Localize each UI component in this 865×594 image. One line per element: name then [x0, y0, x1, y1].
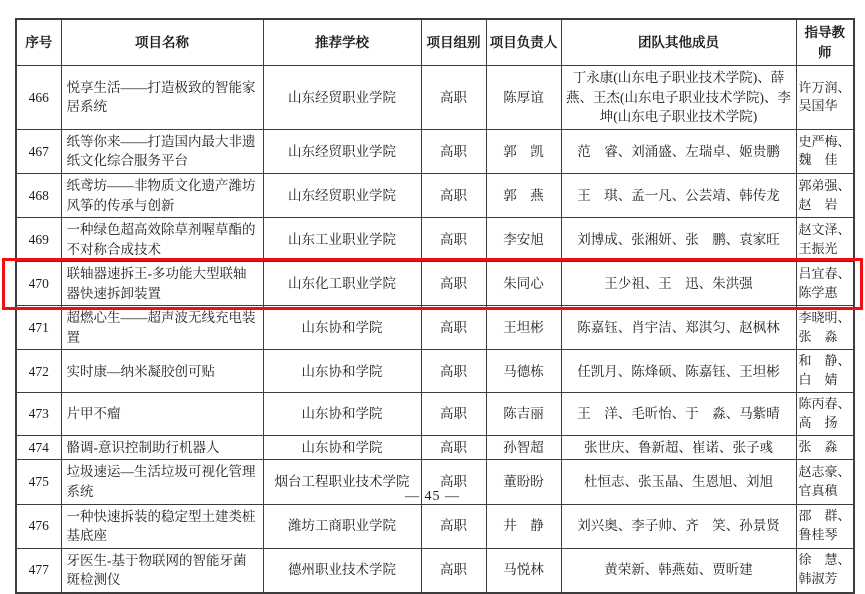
table-row-473 [16, 393, 854, 436]
table-row-467 [16, 129, 854, 173]
cell-members: 张世庆、鲁新超、崔诺、张子彧 [561, 435, 796, 460]
cell-advisors: 邵 群、鲁桂琴 [796, 504, 854, 548]
cell-members: 王 洋、毛昕怡、于 淼、马紫晴 [561, 393, 796, 436]
table-row-469 [16, 218, 854, 262]
cell-advisors: 郭弟强、赵 岩 [796, 173, 854, 217]
column-header-name: 项目名称 [61, 19, 263, 66]
cell-advisors: 陈丙春、高 扬 [796, 393, 854, 436]
column-header-school: 推荐学校 [263, 19, 421, 66]
cell-leader: 马悦林 [486, 548, 561, 593]
cell-school: 潍坊工商职业学院 [263, 504, 421, 548]
cell-name: 联轴器速拆王-多功能大型联轴器快速拆卸装置 [61, 262, 263, 306]
cell-school: 烟台工程职业技术学院 [263, 460, 421, 504]
cell-members: 任凯月、陈烽硕、陈嘉钰、王坦彬 [561, 350, 796, 393]
cell-members: 刘博成、张湘妍、张 鹏、袁家旺 [561, 218, 796, 262]
cell-school: 山东协和学院 [263, 350, 421, 393]
cell-no: 475 [16, 460, 61, 504]
cell-members: 王少祖、王 迅、朱洪强 [561, 262, 796, 306]
table-row-466 [16, 66, 854, 130]
cell-group: 高职 [421, 435, 486, 460]
cell-members: 刘兴奥、李子帅、齐 笑、孙景贤 [561, 504, 796, 548]
cell-group: 高职 [421, 66, 486, 130]
cell-group: 高职 [421, 504, 486, 548]
table-row-477 [16, 548, 854, 593]
cell-advisors: 徐 慧、韩淑芳 [796, 548, 854, 593]
cell-no: 466 [16, 66, 61, 130]
cell-no: 473 [16, 393, 61, 436]
column-header-members: 团队其他成员 [561, 19, 796, 66]
cell-advisors: 张 淼 [796, 435, 854, 460]
project-award-table [15, 18, 855, 594]
cell-advisors: 赵文泽、王振光 [796, 218, 854, 262]
cell-group: 高职 [421, 460, 486, 504]
cell-advisors: 和 静、白 婧 [796, 350, 854, 393]
cell-members: 黄荣新、韩燕茹、贾昕建 [561, 548, 796, 593]
table-row-471 [16, 306, 854, 350]
cell-no: 467 [16, 129, 61, 173]
cell-members: 杜恒志、张玉晶、生恩旭、刘旭 [561, 460, 796, 504]
cell-advisors: 许万润、吴国华 [796, 66, 854, 130]
cell-advisors: 吕宜春、陈学惠 [796, 262, 854, 306]
cell-group: 高职 [421, 393, 486, 436]
cell-no: 471 [16, 306, 61, 350]
cell-group: 高职 [421, 173, 486, 217]
column-header-no: 序号 [16, 19, 61, 66]
cell-school: 山东经贸职业学院 [263, 66, 421, 130]
cell-group: 高职 [421, 218, 486, 262]
cell-school: 山东经贸职业学院 [263, 129, 421, 173]
cell-name: 实时康—纳米凝胶创可贴 [61, 350, 263, 393]
cell-group: 高职 [421, 350, 486, 393]
cell-no: 469 [16, 218, 61, 262]
cell-advisors: 赵志豪、官真稹 [796, 460, 854, 504]
cell-leader: 马德栋 [486, 350, 561, 393]
cell-name: 悦享生活——打造极致的智能家居系统 [61, 66, 263, 130]
cell-leader: 陈吉丽 [486, 393, 561, 436]
cell-group: 高职 [421, 129, 486, 173]
cell-advisors: 史严梅、魏 佳 [796, 129, 854, 173]
cell-school: 山东经贸职业学院 [263, 173, 421, 217]
cell-leader: 郭 燕 [486, 173, 561, 217]
cell-school: 山东协和学院 [263, 393, 421, 436]
cell-leader: 井 静 [486, 504, 561, 548]
cell-no: 468 [16, 173, 61, 217]
table-row-476 [16, 504, 854, 548]
cell-leader: 王坦彬 [486, 306, 561, 350]
cell-school: 山东工业职业学院 [263, 218, 421, 262]
cell-group: 高职 [421, 306, 486, 350]
table-row-474 [16, 435, 854, 460]
cell-name: 骼调-意识控制助行机器人 [61, 435, 263, 460]
cell-leader: 孙智超 [486, 435, 561, 460]
cell-leader: 陈厚谊 [486, 66, 561, 130]
cell-group: 高职 [421, 262, 486, 306]
cell-name: 牙医生-基于物联网的智能牙菌斑检测仪 [61, 548, 263, 593]
table-row-468 [16, 173, 854, 217]
cell-no: 476 [16, 504, 61, 548]
cell-leader: 郭 凯 [486, 129, 561, 173]
column-header-group: 项目组别 [421, 19, 486, 66]
cell-members: 王 琪、孟一凡、公芸靖、韩传龙 [561, 173, 796, 217]
cell-name: 垃圾速运—生活垃圾可视化管理系统 [61, 460, 263, 504]
cell-members: 范 睿、刘涌盛、左瑞卓、姬贵鹏 [561, 129, 796, 173]
page-number: — 45 — [405, 489, 460, 504]
cell-no: 474 [16, 435, 61, 460]
cell-name: 纸鸢坊——非物质文化遗产潍坊风筝的传承与创新 [61, 173, 263, 217]
cell-members: 陈嘉钰、肖宇洁、郑淇匀、赵枫林 [561, 306, 796, 350]
cell-leader: 李安旭 [486, 218, 561, 262]
cell-school: 德州职业技术学院 [263, 548, 421, 593]
cell-no: 477 [16, 548, 61, 593]
cell-no: 472 [16, 350, 61, 393]
cell-advisors: 李晓明、张 淼 [796, 306, 854, 350]
cell-school: 山东化工职业学院 [263, 262, 421, 306]
cell-name: 片甲不瘤 [61, 393, 263, 436]
cell-name: 纸等你来——打造国内最大非遗纸文化综合服务平台 [61, 129, 263, 173]
cell-school: 山东协和学院 [263, 435, 421, 460]
cell-members: 丁永康(山东电子职业技术学院)、薛燕、王杰(山东电子职业技术学院)、李坤(山东电子职业技术学院) [561, 66, 796, 130]
column-header-advisors: 指导教师 [796, 19, 854, 66]
cell-group: 高职 [421, 548, 486, 593]
cell-name: 一种绿色超高效除草剂喔草酯的不对称合成技术 [61, 218, 263, 262]
table-header-row [16, 19, 854, 66]
cell-no: 470 [16, 262, 61, 306]
column-header-leader: 项目负责人 [486, 19, 561, 66]
cell-school: 山东协和学院 [263, 306, 421, 350]
cell-leader: 董盼盼 [486, 460, 561, 504]
cell-name: 一种快速拆装的稳定型土建类桩基底座 [61, 504, 263, 548]
table-row-472 [16, 350, 854, 393]
cell-leader: 朱同心 [486, 262, 561, 306]
table-row-470 [16, 262, 854, 306]
cell-name: 超燃心生——超声波无线充电装置 [61, 306, 263, 350]
